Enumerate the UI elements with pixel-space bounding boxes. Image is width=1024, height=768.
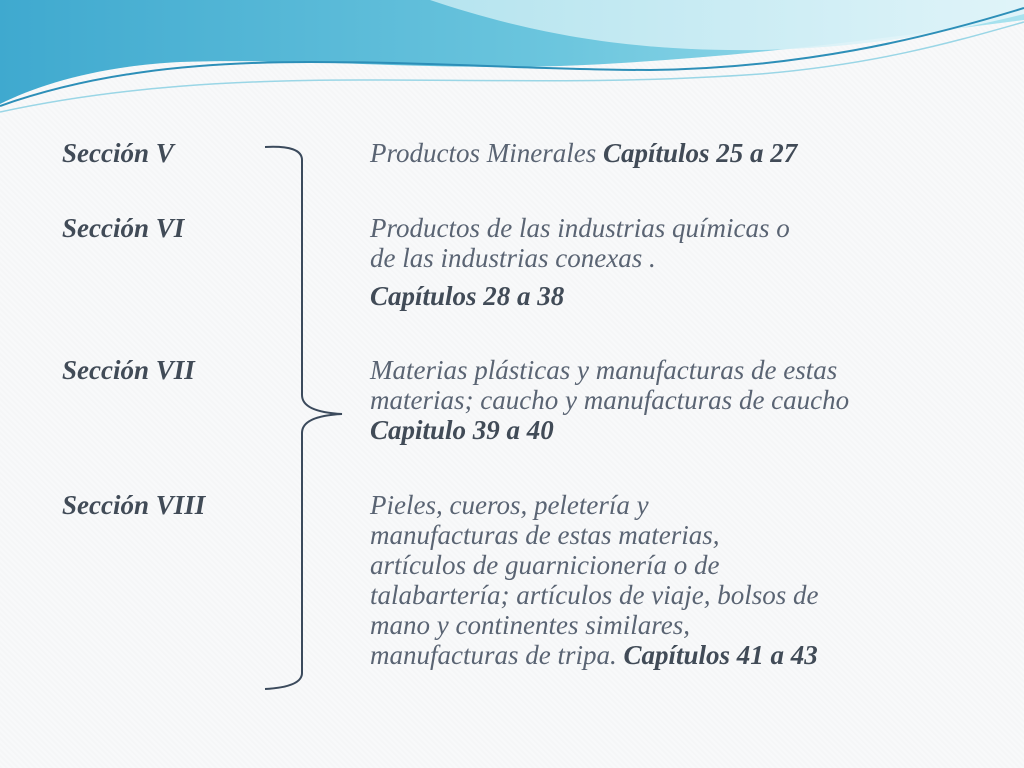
section-viii-text: manufacturas de tripa. <box>370 640 617 670</box>
section-v-line-1 <box>370 138 797 168</box>
section-viii-line-6 <box>370 640 818 670</box>
section-v-text: Productos Minerales <box>370 138 603 168</box>
section-viii-chapters: Capítulos 41 a 43 <box>616 640 818 670</box>
header-wave-decoration <box>0 0 1024 120</box>
grouping-brace <box>262 140 352 695</box>
section-label-vi: Sección VI <box>62 213 185 243</box>
section-label-viii: Sección VIII <box>62 490 206 520</box>
section-label-v: Sección V <box>62 138 174 168</box>
section-vi-line-2: de las industrias conexas . <box>370 243 656 273</box>
section-viii-line-1: Pieles, cueros, peletería y <box>370 490 649 520</box>
section-viii-line-3: artículos de guarnicionería o de <box>370 550 720 580</box>
section-viii-line-5: mano y continentes similares, <box>370 610 690 640</box>
section-vii-line-2: materias; caucho y manufacturas de caucho <box>370 385 850 415</box>
section-viii-line-2: manufacturas de estas materias, <box>370 520 720 550</box>
section-label-vii: Sección VII <box>62 355 195 385</box>
section-vii-line-1: Materias plásticas y manufacturas de estas <box>370 355 838 385</box>
section-vii-chapters: Capitulo 39 a 40 <box>370 415 554 445</box>
section-vi-chapters: Capítulos 28 a 38 <box>370 281 565 311</box>
section-viii-line-4: talabartería; artículos de viaje, bolsos de <box>370 580 819 610</box>
section-vi-line-1: Productos de las industrias químicas o <box>370 213 790 243</box>
section-v-chapters: Capítulos 25 a 27 <box>602 138 798 168</box>
